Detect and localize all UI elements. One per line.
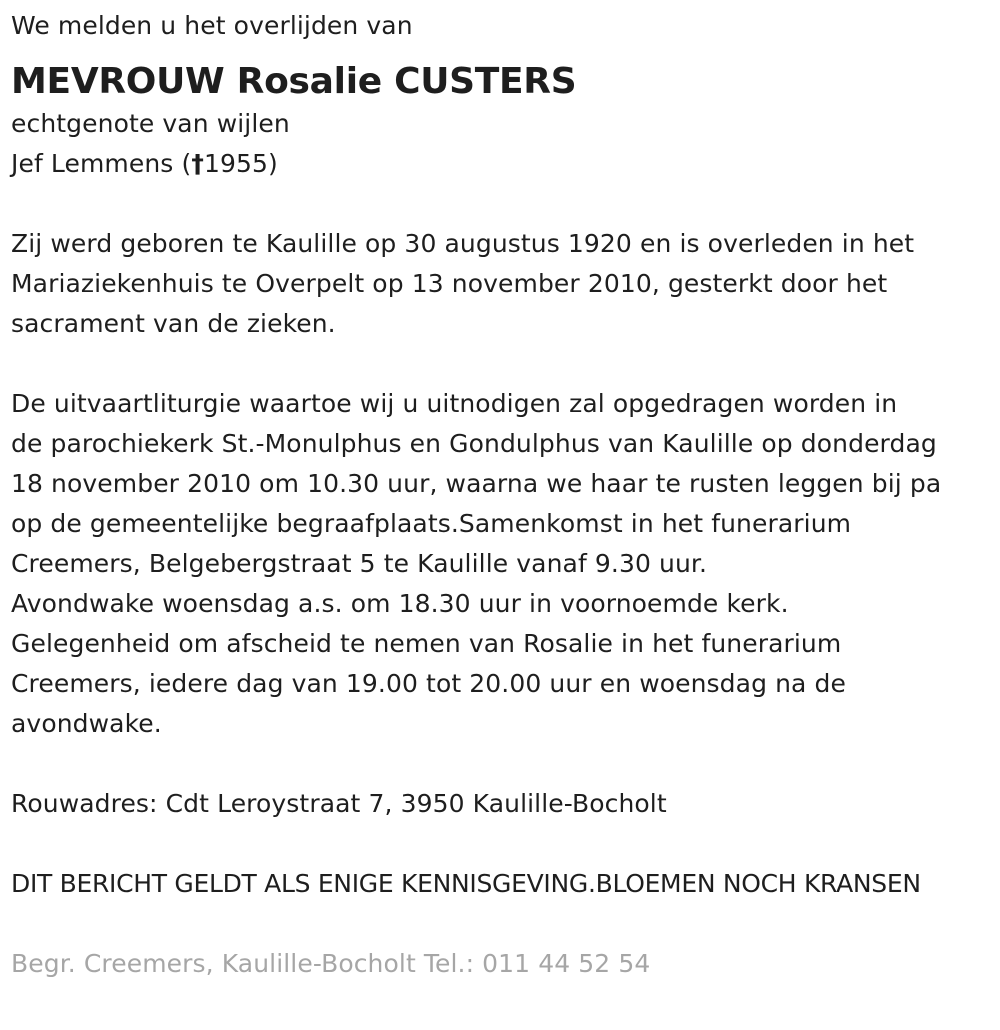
funeral-home-footer: Begr. Creemers, Kaulille-Bocholt Tel.: 011 44 52 54 <box>11 949 651 978</box>
mourning-address: Rouwadres: Cdt Leroystraat 7, 3950 Kaulille-Bocholt <box>11 789 667 818</box>
paragraph-line: avondwake. <box>11 709 162 738</box>
funeral-paragraph <box>11 384 989 744</box>
paragraph-line: Zij werd geboren te Kaulille op 30 augustus 1920 en is overleden in het <box>11 229 915 258</box>
paragraph-line: 18 november 2010 om 10.30 uur, waarna we haar te rusten leggen bij pa <box>11 469 942 498</box>
birth-paragraph <box>11 224 989 344</box>
deceased-name: MEVROUW Rosalie CUSTERS <box>11 61 577 102</box>
paragraph-line: Creemers, Belgebergstraat 5 te Kaulille vanaf 9.30 uur. <box>11 549 708 578</box>
spacer <box>11 184 989 224</box>
spacer <box>11 744 989 784</box>
spouse-relation: echtgenote van wijlen <box>11 109 290 138</box>
spouse-death-year: 1955) <box>203 149 278 178</box>
paragraph-line: op de gemeentelijke begraafplaats.Samenkomst in het funerarium <box>11 509 852 538</box>
paragraph-line: Mariaziekenhuis te Overpelt op 13 november 2010, gesterkt door het <box>11 269 888 298</box>
paragraph-line: de parochiekerk St.-Monulphus en Gondulphus van Kaulille op donderdag <box>11 429 937 458</box>
spacer <box>11 904 989 944</box>
paragraph-line: Gelegenheid om afscheid te nemen van Rosalie in het funerarium <box>11 629 842 658</box>
announcement-text: DIT BERICHT GELDT ALS ENIGE KENNISGEVING.BLOEMEN NOCH KRANSEN <box>11 869 921 898</box>
intro-text: We melden u het overlijden van <box>11 11 413 40</box>
spacer <box>11 344 989 384</box>
paragraph-line: Creemers, iedere dag van 19.00 tot 20.00 uur en woensdag na de <box>11 669 846 698</box>
cross-icon: † <box>191 149 204 178</box>
spouse-name: Jef Lemmens ( <box>11 149 192 178</box>
spacer <box>11 824 989 864</box>
paragraph-line: Avondwake woensdag a.s. om 18.30 uur in voornoemde kerk. <box>11 589 789 618</box>
paragraph-line: sacrament van de zieken. <box>11 309 336 338</box>
paragraph-line: De uitvaartliturgie waartoe wij u uitnodigen zal opgedragen worden in <box>11 389 898 418</box>
spouse-name-line <box>11 144 989 184</box>
